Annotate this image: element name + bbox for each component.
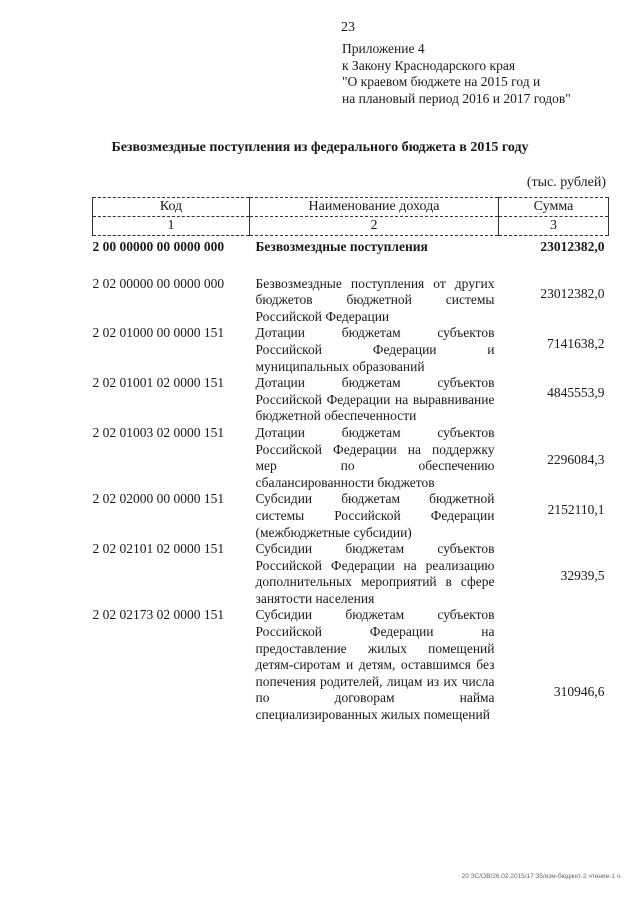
table-row: [93, 425, 609, 491]
row-sum: 2296084,3: [547, 451, 605, 467]
document-title: Безвозмездные поступления из федерального бюджета в 2015 году: [111, 140, 529, 155]
row-sum: 7141638,2: [547, 335, 605, 351]
appendix-line: Приложение 4: [342, 41, 425, 56]
row-code: 2 02 02101 02 0000 151: [92, 541, 225, 557]
table-row: [93, 607, 609, 723]
table-row: [93, 276, 609, 326]
row-code: 2 00 00000 00 0000 000: [92, 239, 225, 254]
row-name: Субсидии бюджетам субъектов Российской Федерации на реализацию дополнительных мероприятий в сфере занятости населения: [255, 541, 495, 606]
row-code: 2 02 01003 02 0000 151: [92, 424, 225, 440]
row-sum: 23012382,0: [540, 285, 605, 301]
header-number-2: 2: [250, 217, 499, 236]
row-name: Субсидии бюджетам субъектов Российской Федерации на предоставление жилых помещений детям-сиротам и детям, оставшимся без попечения родителей, лицам из их числа по договорам найма специализированных жилых помещений: [255, 607, 495, 723]
row-sum: 310946,6: [553, 684, 605, 700]
header-code: Код: [93, 198, 250, 217]
row-code: 2 02 01000 00 0000 151: [92, 325, 225, 341]
row-code: 2 02 01001 02 0000 151: [92, 375, 225, 391]
table-row: [93, 375, 609, 425]
row-name: Субсидии бюджетам бюджетной системы Российской Федерации (межбюджетные субсидии): [255, 491, 495, 540]
row-code: 2 02 00000 00 0000 000: [92, 275, 225, 291]
row-sum: 4845553,9: [547, 385, 605, 401]
row-sum: 32939,5: [560, 567, 605, 583]
table-header-row: [93, 198, 609, 217]
header-number-3: 3: [499, 217, 609, 236]
row-name: Безвозмездные поступления от других бюджетов бюджетной системы Российской Федерации: [255, 275, 495, 324]
table-row: [93, 236, 609, 276]
appendix-note: [342, 41, 571, 107]
table-row: [93, 325, 609, 375]
appendix-line: к Закону Краснодарского края: [342, 57, 516, 73]
row-name: Дотации бюджетам субъектов Российской Федерации и муниципальных образований: [255, 325, 495, 374]
row-name: Безвозмездные поступления: [255, 239, 428, 254]
footer-stamp: 20 ЗС/ОВ/26.02.2015/17:35/изм-бюджет-2 чтение-1 ч.: [461, 873, 622, 880]
row-sum: 23012382,0: [540, 239, 605, 254]
header-sum: Сумма: [499, 198, 609, 217]
appendix-line: на плановый период 2016 и 2017 годов": [342, 90, 571, 106]
row-name: Дотации бюджетам субъектов Российской Федерации на поддержку мер по обеспечению сбалансированности бюджетов: [255, 424, 495, 490]
appendix-line: "О краевом бюджете на 2015 год и: [342, 74, 541, 89]
units-label: (тыс. рублей): [526, 175, 606, 190]
row-name: Дотации бюджетам субъектов Российской Федерации на выравнивание бюджетной обеспеченности: [255, 375, 495, 424]
header-number-1: 1: [93, 217, 250, 236]
row-code: 2 02 02173 02 0000 151: [92, 607, 225, 623]
row-code: 2 02 02000 00 0000 151: [92, 491, 225, 507]
revenue-table: [92, 197, 609, 724]
table-row: [93, 491, 609, 541]
row-sum: 2152110,1: [547, 501, 605, 517]
header-name: Наименование дохода: [250, 198, 499, 217]
table-header-numbers: [93, 217, 609, 236]
table-row: [93, 541, 609, 607]
page-number: 23: [341, 20, 355, 35]
